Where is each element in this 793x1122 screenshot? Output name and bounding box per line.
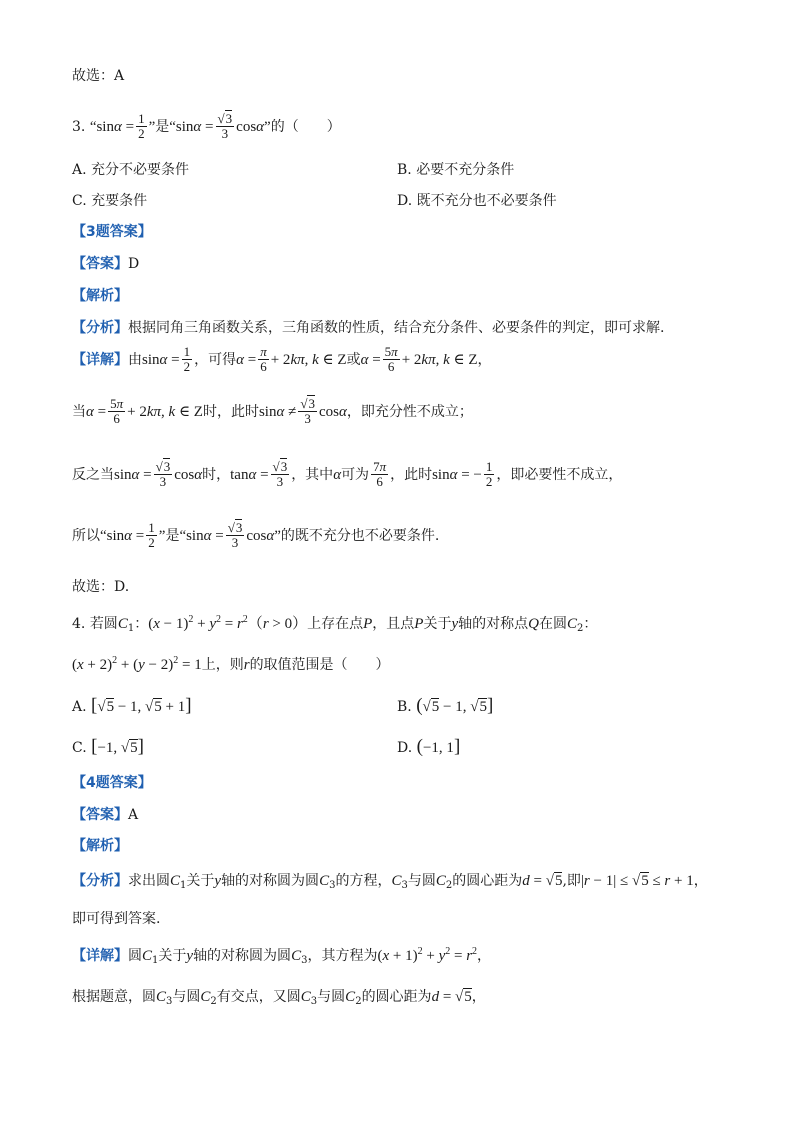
question-3-stem: 3. “sinα = $\frac{1}{2}$ ”是“sinα = √ $\frac{3}{3}$ cosα”的（ ） (72, 112, 341, 142)
q4-option-c: C. [−1, √ 5] (72, 736, 144, 759)
q3-answer: 【答案】D (72, 256, 140, 272)
q4-answer-header: 【4题答案】 (72, 775, 152, 791)
q4-fenxi-2: 即可得到答案. (72, 911, 161, 927)
question-4-stem-1: 4. 若圆$C_1$：$(x - 1)^2 + y^2 = r^2(r > 0)$上存在点P，且点P关于y轴的对称点Q在圆$C_2$： (72, 614, 598, 634)
q4-option-b: B. (√ 5 − 1, √ 5] (397, 695, 493, 718)
conclusion-q2: 故选：A (72, 68, 125, 84)
q3-conclusion: 故选：D. (72, 579, 130, 595)
q4-xiangjie-2: 根据题意，圆$C_3$与圆$C_2$有交点，又圆$C_3$与圆$C_2$的圆心距为d = √ 5， (72, 988, 486, 1008)
q4-option-a: A. [√ 5 − 1, √ 5 + 1] (72, 695, 192, 718)
q3-option-b: B. 必要不充分条件 (397, 162, 515, 178)
q3-option-c: C. 充要条件 (72, 193, 148, 209)
q3-xiangjie-3: 反之当sinα = √ $\frac{3}{3}$ cosα时，tanα = √ $\frac{3}{3}$ ，其中α可为 $\frac{7\pi}{6}$ ，此时sinα = − $\frac{1}{2}$ ，即必要性不成立， (72, 460, 622, 490)
q3-answer-header: 【3题答案】 (72, 224, 152, 240)
q3-fenxi: 【分析】根据同角三角函数关系，三角函数的性质，结合充分条件、必要条件的判定，即可求解. (72, 320, 665, 336)
q3-xiangjie-2: 当α = $\frac{5\pi}{6}$ + 2kπ, k ∈ Z时，此时sinα ≠ √ $\frac{3}{3}$ cosα，即充分性不成立； (72, 397, 473, 427)
q3-option-d: D. 既不充分也不必要条件 (397, 193, 557, 209)
q4-answer: 【答案】A (72, 807, 139, 823)
q3-xiangjie-4: 所以“sinα = $\frac{1}{2}$ ”是“sinα = √ $\frac{3}{3}$ cosα”的既不充分也不必要条件. (72, 521, 439, 551)
q3-analysis-header: 【解析】 (72, 288, 128, 304)
q3-option-a: A. 充分不必要条件 (72, 162, 190, 178)
q3-xiangjie-1: 【详解】由sinα = $\frac{1}{2}$ ，可得α = $\frac{\pi}{6}$ + 2kπ, k ∈ Z或α = $\frac{5\pi}{6}$ + 2kπ, k ∈ Z， (72, 344, 492, 375)
q4-fenxi-1: 【分析】求出圆$C_1$关于y轴的对称圆为圆$C_3$的方程，$C_3$与圆$C_2$的圆心距为d = √ 5,即|r − 1| ≤ √ 5 ≤ r + 1， (72, 872, 708, 892)
question-4-stem-2: $(x + 2)^2 + (y - 2)^2 = 1$上，则r的取值范围是（ ） (72, 655, 390, 673)
q4-xiangjie-1: 【详解】圆$C_1$关于y轴的对称圆为圆$C_3$，其方程为$(x + 1)^2 + y^2 = r^2$， (72, 946, 492, 966)
q4-option-d: D. (−1, 1] (397, 736, 461, 757)
q4-analysis-header: 【解析】 (72, 838, 128, 854)
